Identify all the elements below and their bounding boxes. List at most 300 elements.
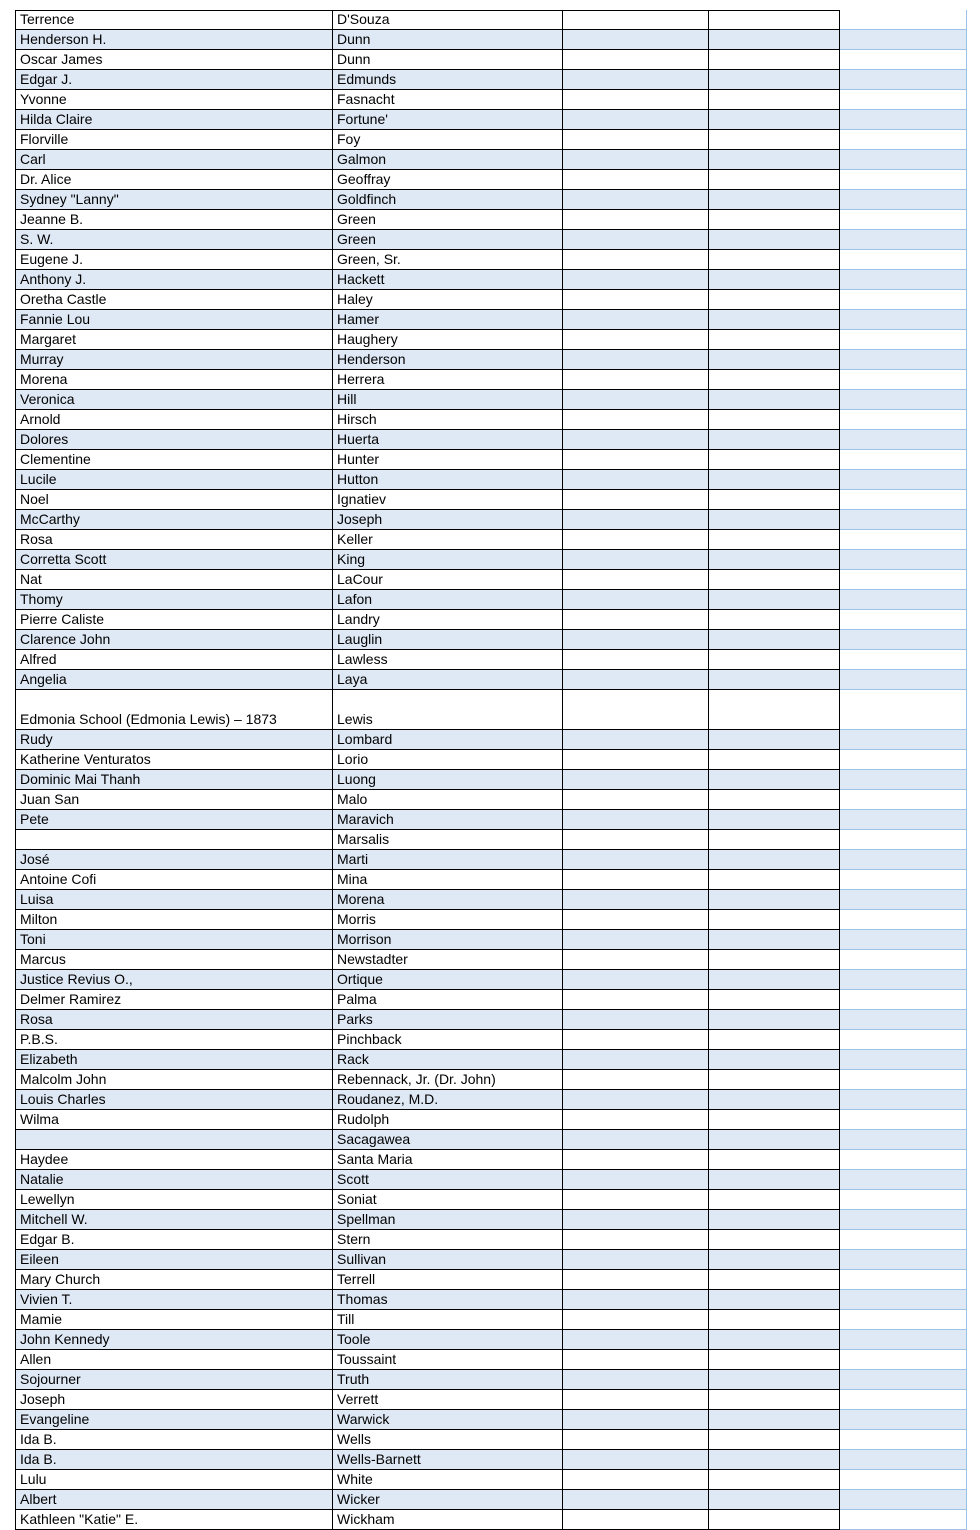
empty-cell[interactable]: [563, 750, 709, 770]
first-name-cell[interactable]: Noel: [15, 490, 333, 510]
last-name-cell[interactable]: Toussaint: [333, 1350, 563, 1370]
last-name-cell[interactable]: Hill: [333, 390, 563, 410]
first-name-cell[interactable]: Natalie: [15, 1170, 333, 1190]
empty-cell[interactable]: [840, 1110, 967, 1130]
empty-cell[interactable]: [563, 690, 709, 730]
empty-cell[interactable]: [709, 90, 840, 110]
empty-cell[interactable]: [563, 1470, 709, 1490]
first-name-cell[interactable]: Hilda Claire: [15, 110, 333, 130]
empty-cell[interactable]: [709, 150, 840, 170]
last-name-cell[interactable]: Parks: [333, 1010, 563, 1030]
empty-cell[interactable]: [840, 450, 967, 470]
last-name-cell[interactable]: Dunn: [333, 50, 563, 70]
first-name-cell[interactable]: Eugene J.: [15, 250, 333, 270]
first-name-cell[interactable]: John Kennedy: [15, 1330, 333, 1350]
empty-cell[interactable]: [709, 570, 840, 590]
empty-cell[interactable]: [840, 10, 967, 30]
empty-cell[interactable]: [709, 1150, 840, 1170]
empty-cell[interactable]: [840, 970, 967, 990]
last-name-cell[interactable]: Morrison: [333, 930, 563, 950]
empty-cell[interactable]: [563, 770, 709, 790]
empty-cell[interactable]: [840, 670, 967, 690]
empty-cell[interactable]: [709, 790, 840, 810]
empty-cell[interactable]: [709, 1170, 840, 1190]
last-name-cell[interactable]: Warwick: [333, 1410, 563, 1430]
last-name-cell[interactable]: Lawless: [333, 650, 563, 670]
first-name-cell[interactable]: Fannie Lou: [15, 310, 333, 330]
first-name-cell[interactable]: Allen: [15, 1350, 333, 1370]
last-name-cell[interactable]: Morena: [333, 890, 563, 910]
first-name-cell[interactable]: Vivien T.: [15, 1290, 333, 1310]
last-name-cell[interactable]: Mina: [333, 870, 563, 890]
empty-cell[interactable]: [563, 590, 709, 610]
last-name-cell[interactable]: Hamer: [333, 310, 563, 330]
first-name-cell[interactable]: Mamie: [15, 1310, 333, 1330]
empty-cell[interactable]: [563, 1430, 709, 1450]
first-name-cell[interactable]: Luisa: [15, 890, 333, 910]
empty-cell[interactable]: [563, 990, 709, 1010]
empty-cell[interactable]: [709, 830, 840, 850]
empty-cell[interactable]: [709, 190, 840, 210]
last-name-cell[interactable]: Hackett: [333, 270, 563, 290]
empty-cell[interactable]: [709, 450, 840, 470]
first-name-cell[interactable]: Dolores: [15, 430, 333, 450]
last-name-cell[interactable]: King: [333, 550, 563, 570]
empty-cell[interactable]: [563, 210, 709, 230]
last-name-cell[interactable]: Santa Maria: [333, 1150, 563, 1170]
first-name-cell[interactable]: Edgar J.: [15, 70, 333, 90]
empty-cell[interactable]: [709, 350, 840, 370]
empty-cell[interactable]: [840, 1050, 967, 1070]
last-name-cell[interactable]: Keller: [333, 530, 563, 550]
last-name-cell[interactable]: Malo: [333, 790, 563, 810]
empty-cell[interactable]: [709, 290, 840, 310]
empty-cell[interactable]: [709, 1210, 840, 1230]
empty-cell[interactable]: [709, 1450, 840, 1470]
empty-cell[interactable]: [709, 930, 840, 950]
last-name-cell[interactable]: Fortune': [333, 110, 563, 130]
first-name-cell[interactable]: Morena: [15, 370, 333, 390]
empty-cell[interactable]: [840, 750, 967, 770]
empty-cell[interactable]: [563, 1090, 709, 1110]
empty-cell[interactable]: [840, 110, 967, 130]
empty-cell[interactable]: [840, 1310, 967, 1330]
empty-cell[interactable]: [709, 1130, 840, 1150]
empty-cell[interactable]: [709, 110, 840, 130]
empty-cell[interactable]: [563, 1070, 709, 1090]
empty-cell[interactable]: [840, 230, 967, 250]
empty-cell[interactable]: [840, 1490, 967, 1510]
empty-cell[interactable]: [709, 230, 840, 250]
empty-cell[interactable]: [840, 270, 967, 290]
first-name-cell[interactable]: Wilma: [15, 1110, 333, 1130]
last-name-cell[interactable]: Haley: [333, 290, 563, 310]
empty-cell[interactable]: [709, 750, 840, 770]
last-name-cell[interactable]: Green: [333, 210, 563, 230]
first-name-cell[interactable]: Thomy: [15, 590, 333, 610]
empty-cell[interactable]: [563, 1370, 709, 1390]
empty-cell[interactable]: [563, 510, 709, 530]
last-name-cell[interactable]: Rudolph: [333, 1110, 563, 1130]
empty-cell[interactable]: [840, 1410, 967, 1430]
empty-cell[interactable]: [840, 730, 967, 750]
last-name-cell[interactable]: Lorio: [333, 750, 563, 770]
last-name-cell[interactable]: Verrett: [333, 1390, 563, 1410]
empty-cell[interactable]: [840, 1510, 967, 1530]
empty-cell[interactable]: [563, 570, 709, 590]
last-name-cell[interactable]: Fasnacht: [333, 90, 563, 110]
empty-cell[interactable]: [563, 790, 709, 810]
empty-cell[interactable]: [840, 570, 967, 590]
empty-cell[interactable]: [709, 850, 840, 870]
first-name-cell[interactable]: Sydney "Lanny": [15, 190, 333, 210]
last-name-cell[interactable]: Galmon: [333, 150, 563, 170]
empty-cell[interactable]: [840, 1070, 967, 1090]
empty-cell[interactable]: [709, 130, 840, 150]
empty-cell[interactable]: [709, 390, 840, 410]
first-name-cell[interactable]: Carl: [15, 150, 333, 170]
empty-cell[interactable]: [563, 730, 709, 750]
empty-cell[interactable]: [709, 510, 840, 530]
empty-cell[interactable]: [709, 950, 840, 970]
empty-cell[interactable]: [563, 630, 709, 650]
empty-cell[interactable]: [840, 1430, 967, 1450]
first-name-cell[interactable]: Evangeline: [15, 1410, 333, 1430]
empty-cell[interactable]: [709, 1270, 840, 1290]
first-name-cell[interactable]: Lewellyn: [15, 1190, 333, 1210]
empty-cell[interactable]: [840, 70, 967, 90]
empty-cell[interactable]: [563, 90, 709, 110]
empty-cell[interactable]: [709, 1510, 840, 1530]
empty-cell[interactable]: [709, 590, 840, 610]
empty-cell[interactable]: [563, 130, 709, 150]
last-name-cell[interactable]: Stern: [333, 1230, 563, 1250]
last-name-cell[interactable]: Ortique: [333, 970, 563, 990]
empty-cell[interactable]: [709, 330, 840, 350]
first-name-cell[interactable]: Jeanne B.: [15, 210, 333, 230]
last-name-cell[interactable]: Hutton: [333, 470, 563, 490]
empty-cell[interactable]: [563, 470, 709, 490]
empty-cell[interactable]: [840, 650, 967, 670]
empty-cell[interactable]: [563, 1390, 709, 1410]
empty-cell[interactable]: [563, 10, 709, 30]
empty-cell[interactable]: [840, 690, 967, 730]
empty-cell[interactable]: [563, 1230, 709, 1250]
first-name-cell[interactable]: Veronica: [15, 390, 333, 410]
empty-cell[interactable]: [709, 1490, 840, 1510]
empty-cell[interactable]: [840, 1470, 967, 1490]
last-name-cell[interactable]: D'Souza: [333, 10, 563, 30]
last-name-cell[interactable]: Maravich: [333, 810, 563, 830]
empty-cell[interactable]: [709, 1110, 840, 1130]
last-name-cell[interactable]: Green, Sr.: [333, 250, 563, 270]
first-name-cell[interactable]: Alfred: [15, 650, 333, 670]
empty-cell[interactable]: [563, 1050, 709, 1070]
last-name-cell[interactable]: Luong: [333, 770, 563, 790]
first-name-cell[interactable]: José: [15, 850, 333, 870]
empty-cell[interactable]: [840, 1270, 967, 1290]
empty-cell[interactable]: [563, 170, 709, 190]
empty-cell[interactable]: [840, 1350, 967, 1370]
first-name-cell[interactable]: [15, 1130, 333, 1150]
empty-cell[interactable]: [840, 1330, 967, 1350]
empty-cell[interactable]: [563, 1210, 709, 1230]
last-name-cell[interactable]: Lafon: [333, 590, 563, 610]
last-name-cell[interactable]: Toole: [333, 1330, 563, 1350]
empty-cell[interactable]: [840, 950, 967, 970]
empty-cell[interactable]: [840, 770, 967, 790]
empty-cell[interactable]: [709, 1370, 840, 1390]
empty-cell[interactable]: [563, 1030, 709, 1050]
empty-cell[interactable]: [840, 490, 967, 510]
empty-cell[interactable]: [840, 150, 967, 170]
empty-cell[interactable]: [709, 650, 840, 670]
first-name-cell[interactable]: Lucile: [15, 470, 333, 490]
empty-cell[interactable]: [563, 890, 709, 910]
empty-cell[interactable]: [563, 1290, 709, 1310]
empty-cell[interactable]: [563, 870, 709, 890]
empty-cell[interactable]: [840, 1290, 967, 1310]
empty-cell[interactable]: [709, 990, 840, 1010]
empty-cell[interactable]: [709, 1410, 840, 1430]
empty-cell[interactable]: [563, 70, 709, 90]
empty-cell[interactable]: [709, 1310, 840, 1330]
first-name-cell[interactable]: Mitchell W.: [15, 1210, 333, 1230]
last-name-cell[interactable]: Palma: [333, 990, 563, 1010]
empty-cell[interactable]: [709, 490, 840, 510]
empty-cell[interactable]: [563, 530, 709, 550]
first-name-cell[interactable]: Eileen: [15, 1250, 333, 1270]
empty-cell[interactable]: [563, 30, 709, 50]
first-name-cell[interactable]: Edmonia School (Edmonia Lewis) – 1873: [15, 690, 333, 730]
empty-cell[interactable]: [709, 1190, 840, 1210]
empty-cell[interactable]: [709, 670, 840, 690]
empty-cell[interactable]: [840, 810, 967, 830]
empty-cell[interactable]: [709, 250, 840, 270]
empty-cell[interactable]: [840, 50, 967, 70]
empty-cell[interactable]: [563, 650, 709, 670]
empty-cell[interactable]: [563, 1150, 709, 1170]
first-name-cell[interactable]: Henderson H.: [15, 30, 333, 50]
empty-cell[interactable]: [709, 1050, 840, 1070]
empty-cell[interactable]: [840, 1190, 967, 1210]
first-name-cell[interactable]: Edgar B.: [15, 1230, 333, 1250]
empty-cell[interactable]: [709, 30, 840, 50]
last-name-cell[interactable]: Sullivan: [333, 1250, 563, 1270]
empty-cell[interactable]: [840, 250, 967, 270]
empty-cell[interactable]: [563, 330, 709, 350]
empty-cell[interactable]: [563, 550, 709, 570]
first-name-cell[interactable]: Louis Charles: [15, 1090, 333, 1110]
empty-cell[interactable]: [563, 250, 709, 270]
empty-cell[interactable]: [709, 170, 840, 190]
first-name-cell[interactable]: Rudy: [15, 730, 333, 750]
first-name-cell[interactable]: Nat: [15, 570, 333, 590]
first-name-cell[interactable]: Kathleen "Katie" E.: [15, 1510, 333, 1530]
last-name-cell[interactable]: Sacagawea: [333, 1130, 563, 1150]
empty-cell[interactable]: [840, 370, 967, 390]
empty-cell[interactable]: [840, 1450, 967, 1470]
last-name-cell[interactable]: Wells: [333, 1430, 563, 1450]
first-name-cell[interactable]: Terrence: [15, 10, 333, 30]
empty-cell[interactable]: [563, 490, 709, 510]
empty-cell[interactable]: [709, 1470, 840, 1490]
last-name-cell[interactable]: Green: [333, 230, 563, 250]
empty-cell[interactable]: [840, 350, 967, 370]
empty-cell[interactable]: [563, 310, 709, 330]
last-name-cell[interactable]: Till: [333, 1310, 563, 1330]
last-name-cell[interactable]: Marti: [333, 850, 563, 870]
empty-cell[interactable]: [709, 610, 840, 630]
first-name-cell[interactable]: S. W.: [15, 230, 333, 250]
empty-cell[interactable]: [709, 690, 840, 730]
empty-cell[interactable]: [840, 550, 967, 570]
first-name-cell[interactable]: Elizabeth: [15, 1050, 333, 1070]
empty-cell[interactable]: [840, 510, 967, 530]
first-name-cell[interactable]: Justice Revius O.,: [15, 970, 333, 990]
first-name-cell[interactable]: Florville: [15, 130, 333, 150]
first-name-cell[interactable]: Murray: [15, 350, 333, 370]
empty-cell[interactable]: [840, 30, 967, 50]
first-name-cell[interactable]: Arnold: [15, 410, 333, 430]
empty-cell[interactable]: [709, 310, 840, 330]
empty-cell[interactable]: [563, 910, 709, 930]
empty-cell[interactable]: [840, 990, 967, 1010]
first-name-cell[interactable]: Ida B.: [15, 1430, 333, 1450]
empty-cell[interactable]: [840, 1170, 967, 1190]
empty-cell[interactable]: [709, 430, 840, 450]
last-name-cell[interactable]: Roudanez, M.D.: [333, 1090, 563, 1110]
empty-cell[interactable]: [563, 830, 709, 850]
first-name-cell[interactable]: Margaret: [15, 330, 333, 350]
empty-cell[interactable]: [563, 430, 709, 450]
last-name-cell[interactable]: Thomas: [333, 1290, 563, 1310]
empty-cell[interactable]: [563, 670, 709, 690]
empty-cell[interactable]: [709, 1390, 840, 1410]
empty-cell[interactable]: [563, 610, 709, 630]
last-name-cell[interactable]: Pinchback: [333, 1030, 563, 1050]
last-name-cell[interactable]: LaCour: [333, 570, 563, 590]
empty-cell[interactable]: [563, 270, 709, 290]
empty-cell[interactable]: [563, 1450, 709, 1470]
empty-cell[interactable]: [840, 1150, 967, 1170]
empty-cell[interactable]: [840, 290, 967, 310]
empty-cell[interactable]: [709, 810, 840, 830]
first-name-cell[interactable]: [15, 830, 333, 850]
last-name-cell[interactable]: Herrera: [333, 370, 563, 390]
empty-cell[interactable]: [563, 1350, 709, 1370]
empty-cell[interactable]: [840, 830, 967, 850]
last-name-cell[interactable]: Wickham: [333, 1510, 563, 1530]
last-name-cell[interactable]: Hirsch: [333, 410, 563, 430]
empty-cell[interactable]: [709, 1330, 840, 1350]
first-name-cell[interactable]: Joseph: [15, 1390, 333, 1410]
empty-cell[interactable]: [709, 1290, 840, 1310]
last-name-cell[interactable]: Spellman: [333, 1210, 563, 1230]
empty-cell[interactable]: [563, 1270, 709, 1290]
first-name-cell[interactable]: Corretta Scott: [15, 550, 333, 570]
empty-cell[interactable]: [563, 390, 709, 410]
empty-cell[interactable]: [709, 550, 840, 570]
first-name-cell[interactable]: Dominic Mai Thanh: [15, 770, 333, 790]
empty-cell[interactable]: [840, 790, 967, 810]
first-name-cell[interactable]: Delmer Ramirez: [15, 990, 333, 1010]
last-name-cell[interactable]: Hunter: [333, 450, 563, 470]
last-name-cell[interactable]: White: [333, 1470, 563, 1490]
empty-cell[interactable]: [563, 1510, 709, 1530]
empty-cell[interactable]: [563, 1170, 709, 1190]
empty-cell[interactable]: [840, 530, 967, 550]
empty-cell[interactable]: [709, 890, 840, 910]
empty-cell[interactable]: [709, 50, 840, 70]
first-name-cell[interactable]: Antoine Cofi: [15, 870, 333, 890]
empty-cell[interactable]: [840, 470, 967, 490]
first-name-cell[interactable]: Mary Church: [15, 1270, 333, 1290]
first-name-cell[interactable]: Malcolm John: [15, 1070, 333, 1090]
last-name-cell[interactable]: Marsalis: [333, 830, 563, 850]
last-name-cell[interactable]: Lombard: [333, 730, 563, 750]
last-name-cell[interactable]: Dunn: [333, 30, 563, 50]
first-name-cell[interactable]: P.B.S.: [15, 1030, 333, 1050]
empty-cell[interactable]: [709, 370, 840, 390]
first-name-cell[interactable]: Dr. Alice: [15, 170, 333, 190]
first-name-cell[interactable]: Clementine: [15, 450, 333, 470]
last-name-cell[interactable]: Wells-Barnett: [333, 1450, 563, 1470]
empty-cell[interactable]: [563, 970, 709, 990]
last-name-cell[interactable]: Rack: [333, 1050, 563, 1070]
empty-cell[interactable]: [563, 410, 709, 430]
empty-cell[interactable]: [840, 390, 967, 410]
empty-cell[interactable]: [563, 370, 709, 390]
empty-cell[interactable]: [709, 910, 840, 930]
empty-cell[interactable]: [709, 70, 840, 90]
last-name-cell[interactable]: Soniat: [333, 1190, 563, 1210]
empty-cell[interactable]: [709, 1350, 840, 1370]
empty-cell[interactable]: [840, 610, 967, 630]
empty-cell[interactable]: [840, 1090, 967, 1110]
last-name-cell[interactable]: Ignatiev: [333, 490, 563, 510]
last-name-cell[interactable]: Lewis: [333, 690, 563, 730]
last-name-cell[interactable]: Landry: [333, 610, 563, 630]
empty-cell[interactable]: [563, 190, 709, 210]
last-name-cell[interactable]: Foy: [333, 130, 563, 150]
empty-cell[interactable]: [563, 850, 709, 870]
first-name-cell[interactable]: Haydee: [15, 1150, 333, 1170]
empty-cell[interactable]: [709, 210, 840, 230]
empty-cell[interactable]: [709, 530, 840, 550]
empty-cell[interactable]: [840, 330, 967, 350]
first-name-cell[interactable]: Albert: [15, 1490, 333, 1510]
last-name-cell[interactable]: Goldfinch: [333, 190, 563, 210]
empty-cell[interactable]: [840, 1210, 967, 1230]
last-name-cell[interactable]: Rebennack, Jr. (Dr. John): [333, 1070, 563, 1090]
empty-cell[interactable]: [840, 210, 967, 230]
empty-cell[interactable]: [840, 410, 967, 430]
empty-cell[interactable]: [840, 130, 967, 150]
empty-cell[interactable]: [709, 1030, 840, 1050]
empty-cell[interactable]: [563, 1190, 709, 1210]
empty-cell[interactable]: [563, 450, 709, 470]
empty-cell[interactable]: [709, 1090, 840, 1110]
empty-cell[interactable]: [840, 90, 967, 110]
first-name-cell[interactable]: Anthony J.: [15, 270, 333, 290]
first-name-cell[interactable]: Milton: [15, 910, 333, 930]
empty-cell[interactable]: [840, 310, 967, 330]
empty-cell[interactable]: [563, 1490, 709, 1510]
empty-cell[interactable]: [563, 150, 709, 170]
first-name-cell[interactable]: McCarthy: [15, 510, 333, 530]
empty-cell[interactable]: [840, 890, 967, 910]
